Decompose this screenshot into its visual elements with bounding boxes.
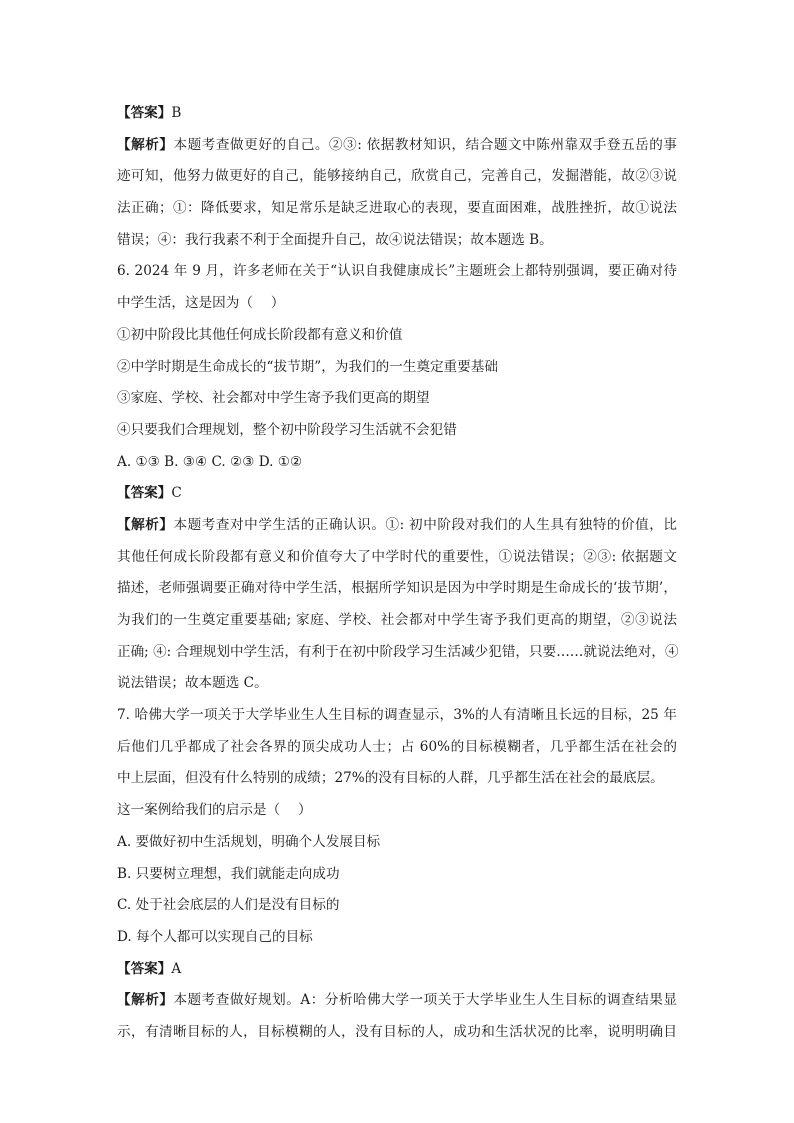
q6-stem-line-2: 中学生活，这是因为（ ） (117, 295, 285, 312)
document-page (117, 98, 677, 1049)
q7-option-b: B. 只要树立理想，我们就能走向成功 (117, 865, 340, 882)
q6-analysis-line-3: 描述，老师强调要正确对待中学生活，根据所学知识是因为中学时期是生命成长的‘拔节期’， (117, 580, 677, 597)
answer-label: 【答案】 (117, 485, 172, 502)
q7-stem-line-4: 这一案例给我们的启示是（ ） (117, 802, 312, 819)
q6-answer-line (117, 478, 677, 510)
q6-statement-2: ②中学时期是生命成长的“拔节期”，为我们的一生奠定重要基础 (117, 358, 498, 375)
q6-answer: C (171, 485, 182, 502)
q6-statement-4: ④只要我们合理规划，整个初中阶段学习生活就不会犯错 (117, 421, 457, 438)
q6-analysis-line-2: 其他任何成长阶段都有意义和价值夸大了中学时代的重要性，①说法错误；②③: 依据题文 (117, 548, 677, 565)
q6-stem-line-1: 6. 2024 年 9 月，许多老师在关于“认识自我健康成长”主题班会上都特别强调，要正确对待 (117, 263, 677, 280)
q6-options: A. ①③ B. ③④ C. ②③ D. ①② (117, 453, 303, 470)
q7-option-c: C. 处于社会底层的人们是没有目标的 (117, 897, 340, 914)
q5-answer: B (171, 105, 182, 121)
q5-analysis-line-1: 【解析】本题考查做更好的自己。②③: 依据教材知识，结合题文中陈州靠双手登五岳的事 (117, 136, 678, 153)
q7-option-d: D. 每个人都可以实现自己的目标 (117, 928, 313, 945)
q7-option-a: A. 要做好初中生活规划，明确个人发展目标 (117, 833, 381, 850)
q7-stem-line-3: 中上层面，但没有什么特别的成绩；27%的没有目标的人群，几乎都生活在社会的最底层。 (117, 770, 664, 787)
q6-analysis-line-5: 正确; ④: 合理规划中学生活，有利于在初中阶段学习生活减少犯错，只要……就说法绝对，④ (117, 643, 679, 660)
q6-analysis-line-6: 说法错误；故本题选 C。 (117, 675, 268, 692)
q7-stem-line-2: 后他们几乎都成了社会各界的顶尖成功人士；占 60%的目标模糊者，几乎都生活在社会的 (117, 738, 677, 755)
answer-label: 【答案】 (117, 960, 172, 977)
q6-analysis-line-4: 为我们的一生奠定重要基础; 家庭、学校、社会都对中学生寄予我们更高的期望，②③说法 (117, 612, 677, 628)
answer-label: 【答案】 (117, 105, 172, 121)
q6-analysis-line-1: 【解析】本题考查对中学生活的正确认识。①: 初中阶段对我们的人生具有独特的价值，比 (117, 516, 678, 533)
q7-analysis-line-2: 示，有清晰目标的人，目标模糊的人，没有目标的人，成功和生活状况的比率，说明明确目 (117, 1023, 677, 1040)
q5-answer-line (117, 98, 677, 130)
q7-answer: A (171, 960, 182, 977)
analysis-label: 【解析】 (117, 516, 174, 533)
q7-analysis-line-1: 【解析】本题考查做好规划。A：分析哈佛大学一项关于大学毕业生人生目标的调查结果显 (117, 992, 677, 1009)
q7-answer-line (117, 954, 677, 986)
q5-analysis-line-4: 错误；④：我行我素不利于全面提升自己，故④说法错误；故本题选 B。 (117, 231, 553, 248)
q7-stem-line-1: 7. 哈佛大学一项关于大学毕业生人生目标的调查显示，3%的人有清晰且长远的目标，25 年 (117, 707, 677, 724)
q5-analysis-line-2: 迹可知，他努力做更好的自己，能够接纳自己，欣赏自己，完善自己，发掘潜能，故②③说 (117, 168, 677, 185)
analysis-label: 【解析】 (117, 992, 174, 1009)
q6-statement-1: ①初中阶段比其他任何成长阶段都有意义和价值 (117, 326, 403, 343)
analysis-label: 【解析】 (117, 136, 174, 153)
q6-statement-3: ③家庭、学校、社会都对中学生寄予我们更高的期望 (117, 390, 430, 407)
q5-analysis-line-3: 法正确；①：降低要求，知足常乐是缺乏进取心的表现，要直面困难，战胜挫折，故①说法 (117, 200, 677, 217)
